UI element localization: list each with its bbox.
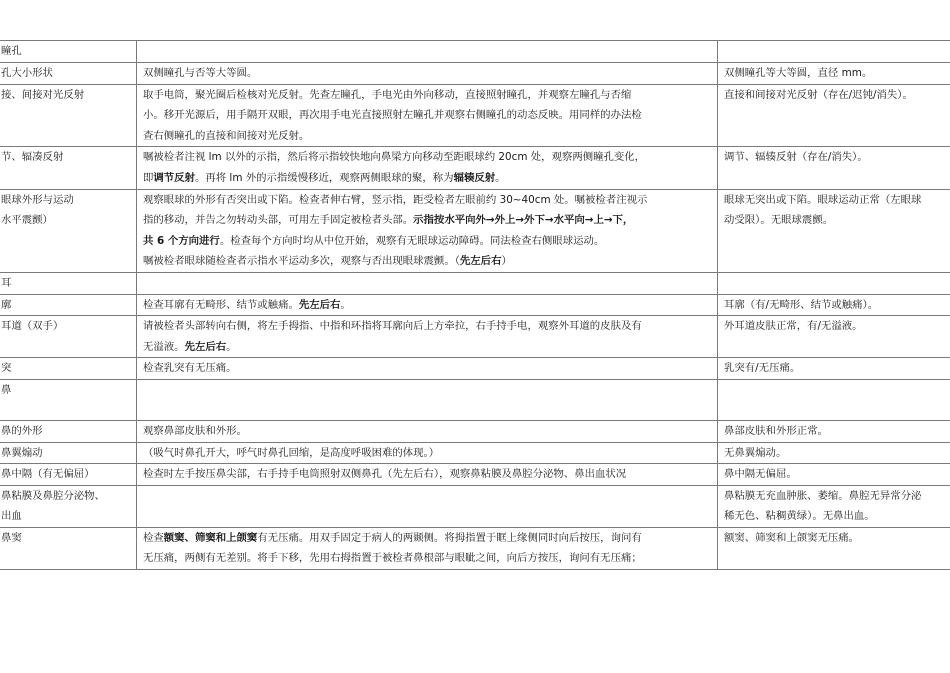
item-label: 孔大小形状 [0,63,137,85]
table-row [0,63,950,85]
item-label: 鼻翼煽动 [0,442,137,464]
table-row [0,485,950,527]
table-row [0,147,950,189]
table-row [0,272,950,294]
item-label: 眼球外形与运动 水平震颤） [0,189,137,272]
method-cell [137,485,718,527]
result-cell: 眼球无突出或下陷。眼球运动正常（左眼球 动受限）。无眼球震颤。 [718,189,950,272]
table-row [0,358,950,380]
table-row [0,84,950,147]
table-row [0,294,950,316]
method-cell: 请被检者头部转向右侧，将左手拇指、中指和环指将耳廓向后上方牵拉，右手持手电，观察外耳道的皮肤及有 无溢液。先左后右。 [137,316,718,358]
method-cell: 观察鼻部皮肤和外形。 [137,420,718,442]
method-cell: 观察眼球的外形有否突出或下陷。检查者伸右臂，竖示指，距受检者左眼前约 30~40cm 处。嘱被检者注视示 指的移动，并告之勿转动头部，可用左手固定被检者头部。示指按水平向外→外上→外下→水平向→上→下， 共 6 个方向进行。检查每个方向时均从中位开始，观察有无眼球运动障碍。同法检查右侧眼球运动。 嘱被检者眼球随检查者示指水平运动多次，观察与否出现眼球震颤。（先左后右） [137,189,718,272]
result-cell: 外耳道皮肤正常，有/无溢液。 [718,316,950,358]
table-row [0,527,950,569]
item-label: 鼻粘膜及鼻腔分泌物、 出血 [0,485,137,527]
exam-table [0,40,950,570]
item-label: 鼻中隔（有无偏屈） [0,464,137,486]
item-label: 鼻窦 [0,527,137,569]
section-heading: 耳 [0,272,137,294]
table-row [0,379,950,420]
table-row [0,442,950,464]
method-cell: 检查乳突有无压痛。 [137,358,718,380]
item-label: 突 [0,358,137,380]
result-cell: 调节、辐辏反射（存在/消失）。 [718,147,950,189]
table-row [0,189,950,272]
table-row [0,420,950,442]
method-cell: 检查时左手按压鼻尖部，右手持手电筒照射双侧鼻孔（先左后右），观察鼻粘膜及鼻腔分泌物、鼻出血状况 [137,464,718,486]
result-cell: 鼻粘膜无充血肿胀、萎缩。鼻腔无异常分泌 稀无色、粘稠黄绿）。无鼻出血。 [718,485,950,527]
method-cell: 双侧瞳孔与否等大等圆。 [137,63,718,85]
result-cell: 额窦、筛窦和上颌窦无压痛。 [718,527,950,569]
result-cell: 无鼻翼煽动。 [718,442,950,464]
item-label: 鼻的外形 [0,420,137,442]
method-cell: 取手电筒，聚光圈后检核对光反射。先查左瞳孔，手电光由外向移动，直接照射瞳孔，并观察左瞳孔与否缩 小。移开光源后，用手隔开双眼，再次用手电光直接照射左瞳孔并观察右侧瞳孔的动态反映。用同样的办法检 查右侧瞳孔的直接和间接对光反射。 [137,84,718,147]
section-heading: 鼻 [0,379,137,420]
result-cell: 双侧瞳孔等大等圆，直径 mm。 [718,63,950,85]
item-label: 接、间接对光反射 [0,84,137,147]
section-heading: 瞳孔 [0,41,137,63]
item-label: 节、辐凑反射 [0,147,137,189]
method-cell: 检查额窦、筛窦和上颌窦有无压痛。用双手固定于病人的两颞侧。将拇指置于眶上缘侧同时向后按压，询问有 无压痛，两侧有无差别。将手下移，先用右拇指置于被检者鼻根部与眼眦之间，向后方按压，询问有无压痛； [137,527,718,569]
item-label: 耳道（双手） [0,316,137,358]
method-cell: 检查耳廓有无畸形、结节或触痛。先左后右。 [137,294,718,316]
table-row [0,316,950,358]
result-cell: 鼻部皮肤和外形正常。 [718,420,950,442]
result-cell: 耳廓（有/无畸形、结节或触痛）。 [718,294,950,316]
result-cell: 乳突有/无压痛。 [718,358,950,380]
method-cell: （吸气时鼻孔开大，呼气时鼻孔回缩，是高度呼吸困难的体现。） [137,442,718,464]
table-row [0,464,950,486]
result-cell: 直接和间接对光反射（存在/迟钝/消失）。 [718,84,950,147]
table-row [0,41,950,63]
result-cell: 鼻中隔无偏屈。 [718,464,950,486]
method-cell: 嘱被检者注视 lm 以外的示指，然后将示指较快地向鼻梁方向移动至距眼球约 20cm 处，观察两侧瞳孔变化， 即调节反射。再将 lm 外的示指缓慢移近，观察两侧眼球的聚，称为辐辏反射。 [137,147,718,189]
item-label: 廓 [0,294,137,316]
